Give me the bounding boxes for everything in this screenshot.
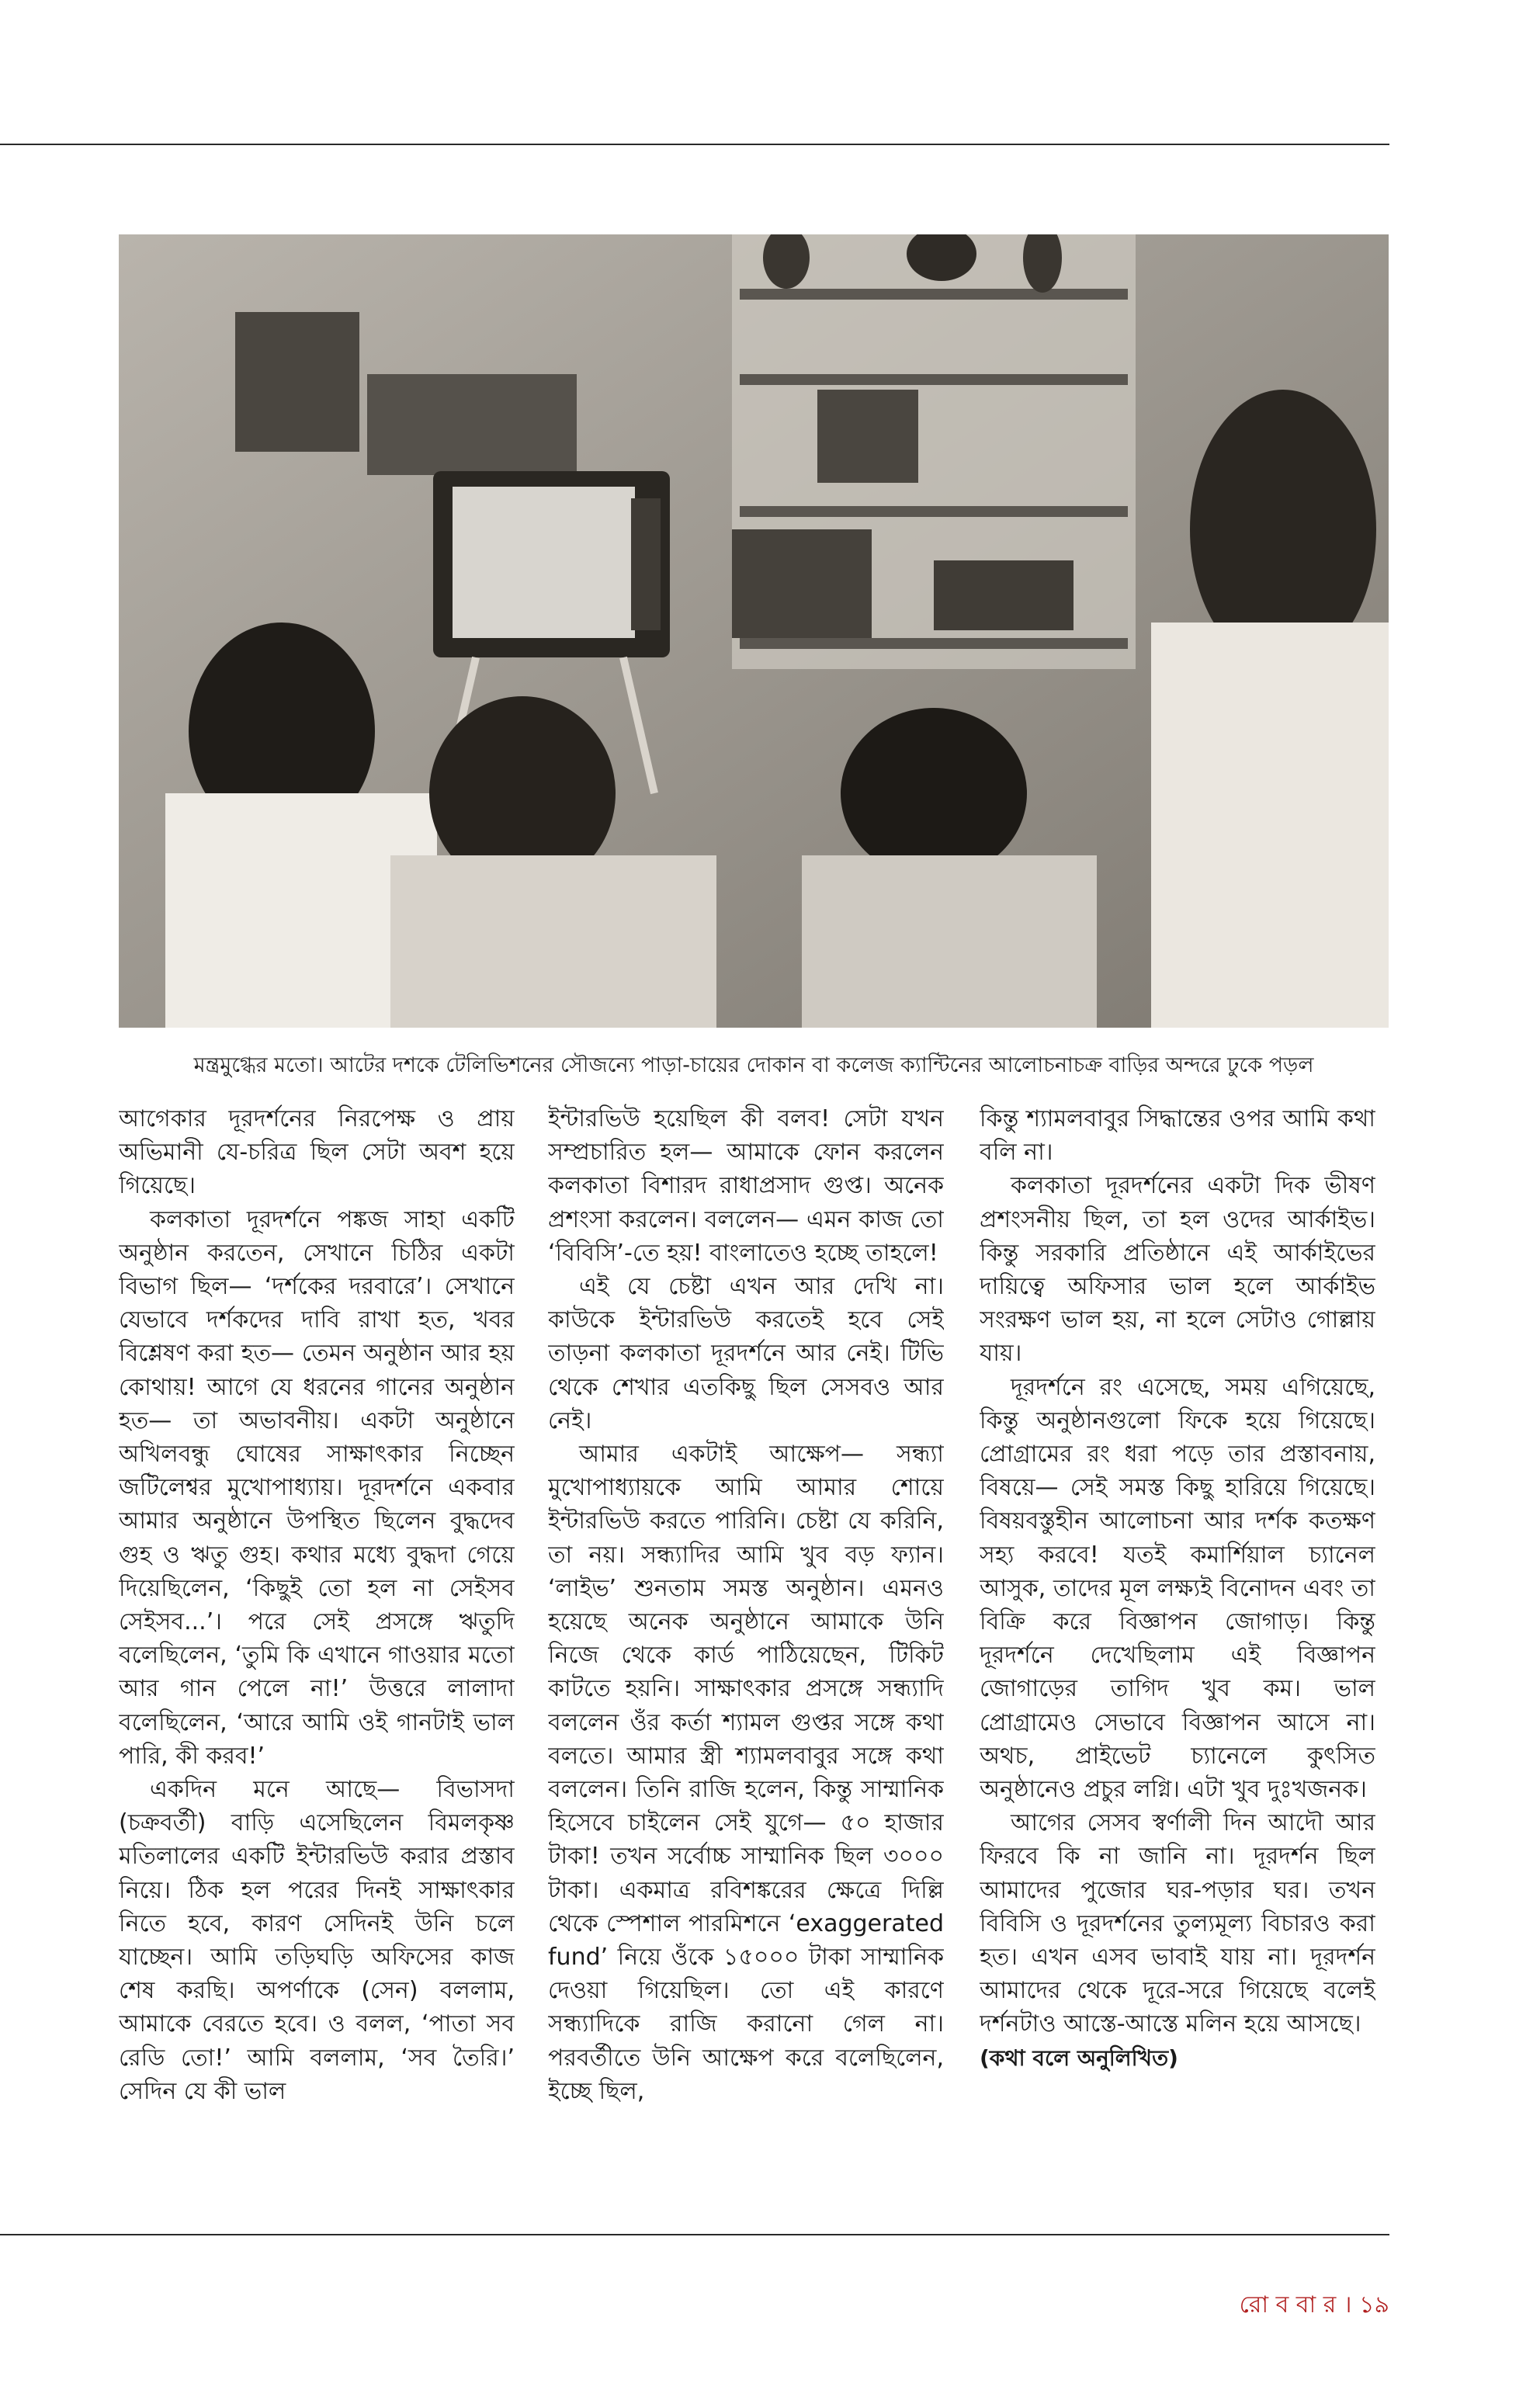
article-column-3 <box>980 1102 1375 2189</box>
top-rule <box>0 144 1389 145</box>
paragraph: আগেকার দূরদর্শনের নিরপেক্ষ ও প্রায় অভিমানী যে-চরিত্র ছিল সেটা অবশ হয়ে গিয়েছে। <box>119 1105 515 1200</box>
paragraph: দূরদর্শনে রং এসেছে, সময় এগিয়েছে, কিন্তু অনুষ্ঠানগুলো ফিকে হয়ে গিয়েছে। প্রোগ্রামের রং ধরা পড়ে তার প্রস্তাবনায়, বিষয়ে— সেই সমস্ত কিছু হারিয়ে গিয়েছে। বিষয়বস্তুহীন আলোচনা আর দর্শক কতক্ষণ সহ্য করবে! যতই কমার্শিয়াল চ্যানেল আসুক, তাদের মূল লক্ষ্যই বিনোদন এবং তা বিক্রি করে বিজ্ঞাপন জোগাড়। কিন্তু দূরদর্শনে দেখেছিলাম এই বিজ্ঞাপন জোগাড়ের তাগিদ খুব কম। ভাল প্রোগ্রামেও সেভাবে বিজ্ঞাপন আসে না। অথচ, প্রাইভেট চ্যানেলে কুৎসিত অনুষ্ঠানেও প্রচুর লগ্নি। এটা খুব দুঃখজনক। <box>980 1373 1375 1804</box>
paragraph: একদিন মনে আছে— বিভাসদা (চক্রবর্তী) বাড়ি এসেছিলেন বিমলকৃষ্ণ মতিলালের একটি ইন্টারভিউ করার প্রস্তাব নিয়ে। ঠিক হল পরের দিনই সাক্ষাৎকার নিতে হবে, কারণ সেদিনই উনি চলে যাচ্ছেন। আমি তড়িঘড়ি অফিসের কাজ শেষ করছি। অপর্ণাকে (সেন) বললাম, আমাকে বেরতে হবে। ও বলল, ‘পাতা সব রেডি তো!’ আমি বললাম, ‘সব তৈরি।’ সেদিন যে কী ভাল <box>119 1776 515 2105</box>
paragraph: কলকাতা দূরদর্শনে পঙ্কজ সাহা একটি অনুষ্ঠান করতেন, সেখানে চিঠির একটা বিভাগ ছিল— ‘দর্শকের দরবারে’। সেখানে যেভাবে দর্শকদের দাবি রাখা হত, খবর বিশ্লেষণ করা হত— তেমন অনুষ্ঠান আর হয় কোথায়! আগে যে ধরনের গানের অনুষ্ঠান হত— তা অভাবনীয়। একটা অনুষ্ঠানে অখিলবন্ধু ঘোষের সাক্ষাৎকার নিচ্ছেন জটিলেশ্বর মুখোপাধ্যায়। দূরদর্শনে একবার আমার অনুষ্ঠানে উপস্থিত ছিলেন বুদ্ধদেব গুহ ও ঋতু গুহ। কথার মধ্যে বুদ্ধদা গেয়ে দিয়েছিলেন, ‘কিছুই তো হল না সেইসব সেইসব...’। পরে সেই প্রসঙ্গে ঋতুদি বলেছিলেন, ‘তুমি কি এখানে গাওয়ার মতো আর গান পেলে না!’ উত্তরে লালাদা বলেছিলেন, ‘আরে আমি ওই গানটাই ভাল পারি, কী করব!’ <box>119 1205 515 1770</box>
paragraph: আগের সেসব স্বর্ণালী দিন আদৌ আর ফিরবে কি না জানি না। দূরদর্শন ছিল আমাদের পুজোর ঘর-পড়ার ঘর। তখন বিবিসি ও দূরদর্শনের তুল্যমূল্য বিচারও করা হত। এখন এসব ভাবাই যায় না। দূরদর্শন আমাদের থেকে দূরে-সরে গিয়েছে বলেই দর্শনটাও আস্তে-আস্তে মলিন হয়ে আসছে। <box>980 1809 1375 2038</box>
vintage-photo-icon <box>119 234 1389 1028</box>
paragraph: ইন্টারভিউ হয়েছিল কী বলব! সেটা যখন সম্প্রচারিত হল— আমাকে ফোন করলেন কলকাতা বিশারদ রাধাপ্রসাদ গুপ্ত। অনেক প্রশংসা করলেন। বললেন— এমন কাজ তো ‘বিবিসি’-তে হয়! বাংলাতেও হচ্ছে তাহলে! <box>548 1105 944 1267</box>
article-photo <box>119 234 1389 1028</box>
footer-separator: । <box>1343 2291 1352 2318</box>
page-footer <box>1240 2286 1389 2325</box>
publication-name: রো ব বা র <box>1239 2291 1337 2318</box>
transcription-credit: (কথা বলে অনুলিখিত) <box>980 2044 1178 2071</box>
photo-caption: মন্ত্রমুগ্ধের মতো। আটের দশকে টেলিভিশনের সৌজন্যে পাড়া-চায়ের দোকান বা কলেজ ক্যান্টিনের আলোচনাচক্র বাড়ির অন্দরে ঢুকে পড়ল <box>193 1053 1314 1077</box>
paragraph: আমার একটাই আক্ষেপ— সন্ধ্যা মুখোপাধ্যায়কে আমি আমার শোয়ে ইন্টারভিউ করতে পারিনি। চেষ্টা যে করিনি, তা নয়। সন্ধ্যাদির আমি খুব বড় ফ্যান। ‘লাইভ’ শুনতাম সমস্ত অনুষ্ঠান। এমনও হয়েছে অনেক অনুষ্ঠানে আমাকে উনি নিজে থেকে কার্ড পাঠিয়েছেন, টিকিট কাটতে হয়নি। সাক্ষাৎকার প্রসঙ্গে সন্ধ্যাদি বললেন ওঁর কর্তা শ্যামল গুপ্তর সঙ্গে কথা বলতে। আমার স্ত্রী শ্যামলবাবুর সঙ্গে কথা বললেন। তিনি রাজি হলেন, কিন্তু সাম্মানিক হিসেবে চাইলেন সেই যুগে— ৫০ হাজার টাকা! তখন সর্বোচ্চ সাম্মানিক ছিল ৩০০০ টাকা। একমাত্র রবিশঙ্করের ক্ষেত্রে দিল্লি থেকে স্পেশাল পারমিশনে ‘exaggerated fund’ নিয়ে ওঁকে ১৫০০০ টাকা সাম্মানিক দেওয়া গিয়েছিল। তো এই কারণে সন্ধ্যাদিকে রাজি করানো গেল না। পরবর্তীতে উনি আক্ষেপ করে বলেছিলেন, ইচ্ছে ছিল, <box>548 1441 944 2105</box>
bottom-rule <box>0 2234 1389 2235</box>
paragraph: কিন্তু শ্যামলবাবুর সিদ্ধান্তের ওপর আমি কথা বলি না। <box>980 1105 1375 1167</box>
article-column-2 <box>548 1102 944 2189</box>
page-number: ১৯ <box>1359 2291 1389 2318</box>
paragraph: এই যে চেষ্টা এখন আর দেখি না। কাউকে ইন্টারভিউ করতেই হবে সেই তাড়না কলকাতা দূরদর্শনে আর নেই। টিভি থেকে শেখার এতকিছু ছিল সেসবও আর নেই। <box>548 1273 944 1434</box>
paragraph: কলকাতা দূরদর্শনের একটা দিক ভীষণ প্রশংসনীয় ছিল, তা হল ওদের আর্কাইভ। কিন্তু সরকারি প্রতিষ্ঠানে এই আর্কাইভের দায়িত্বে অফিসার ভাল হলে আর্কাইভ সংরক্ষণ ভাল হয়, না হলে সেটাও গোল্লায় যায়। <box>980 1172 1375 1368</box>
article-column-1 <box>119 1102 515 2189</box>
